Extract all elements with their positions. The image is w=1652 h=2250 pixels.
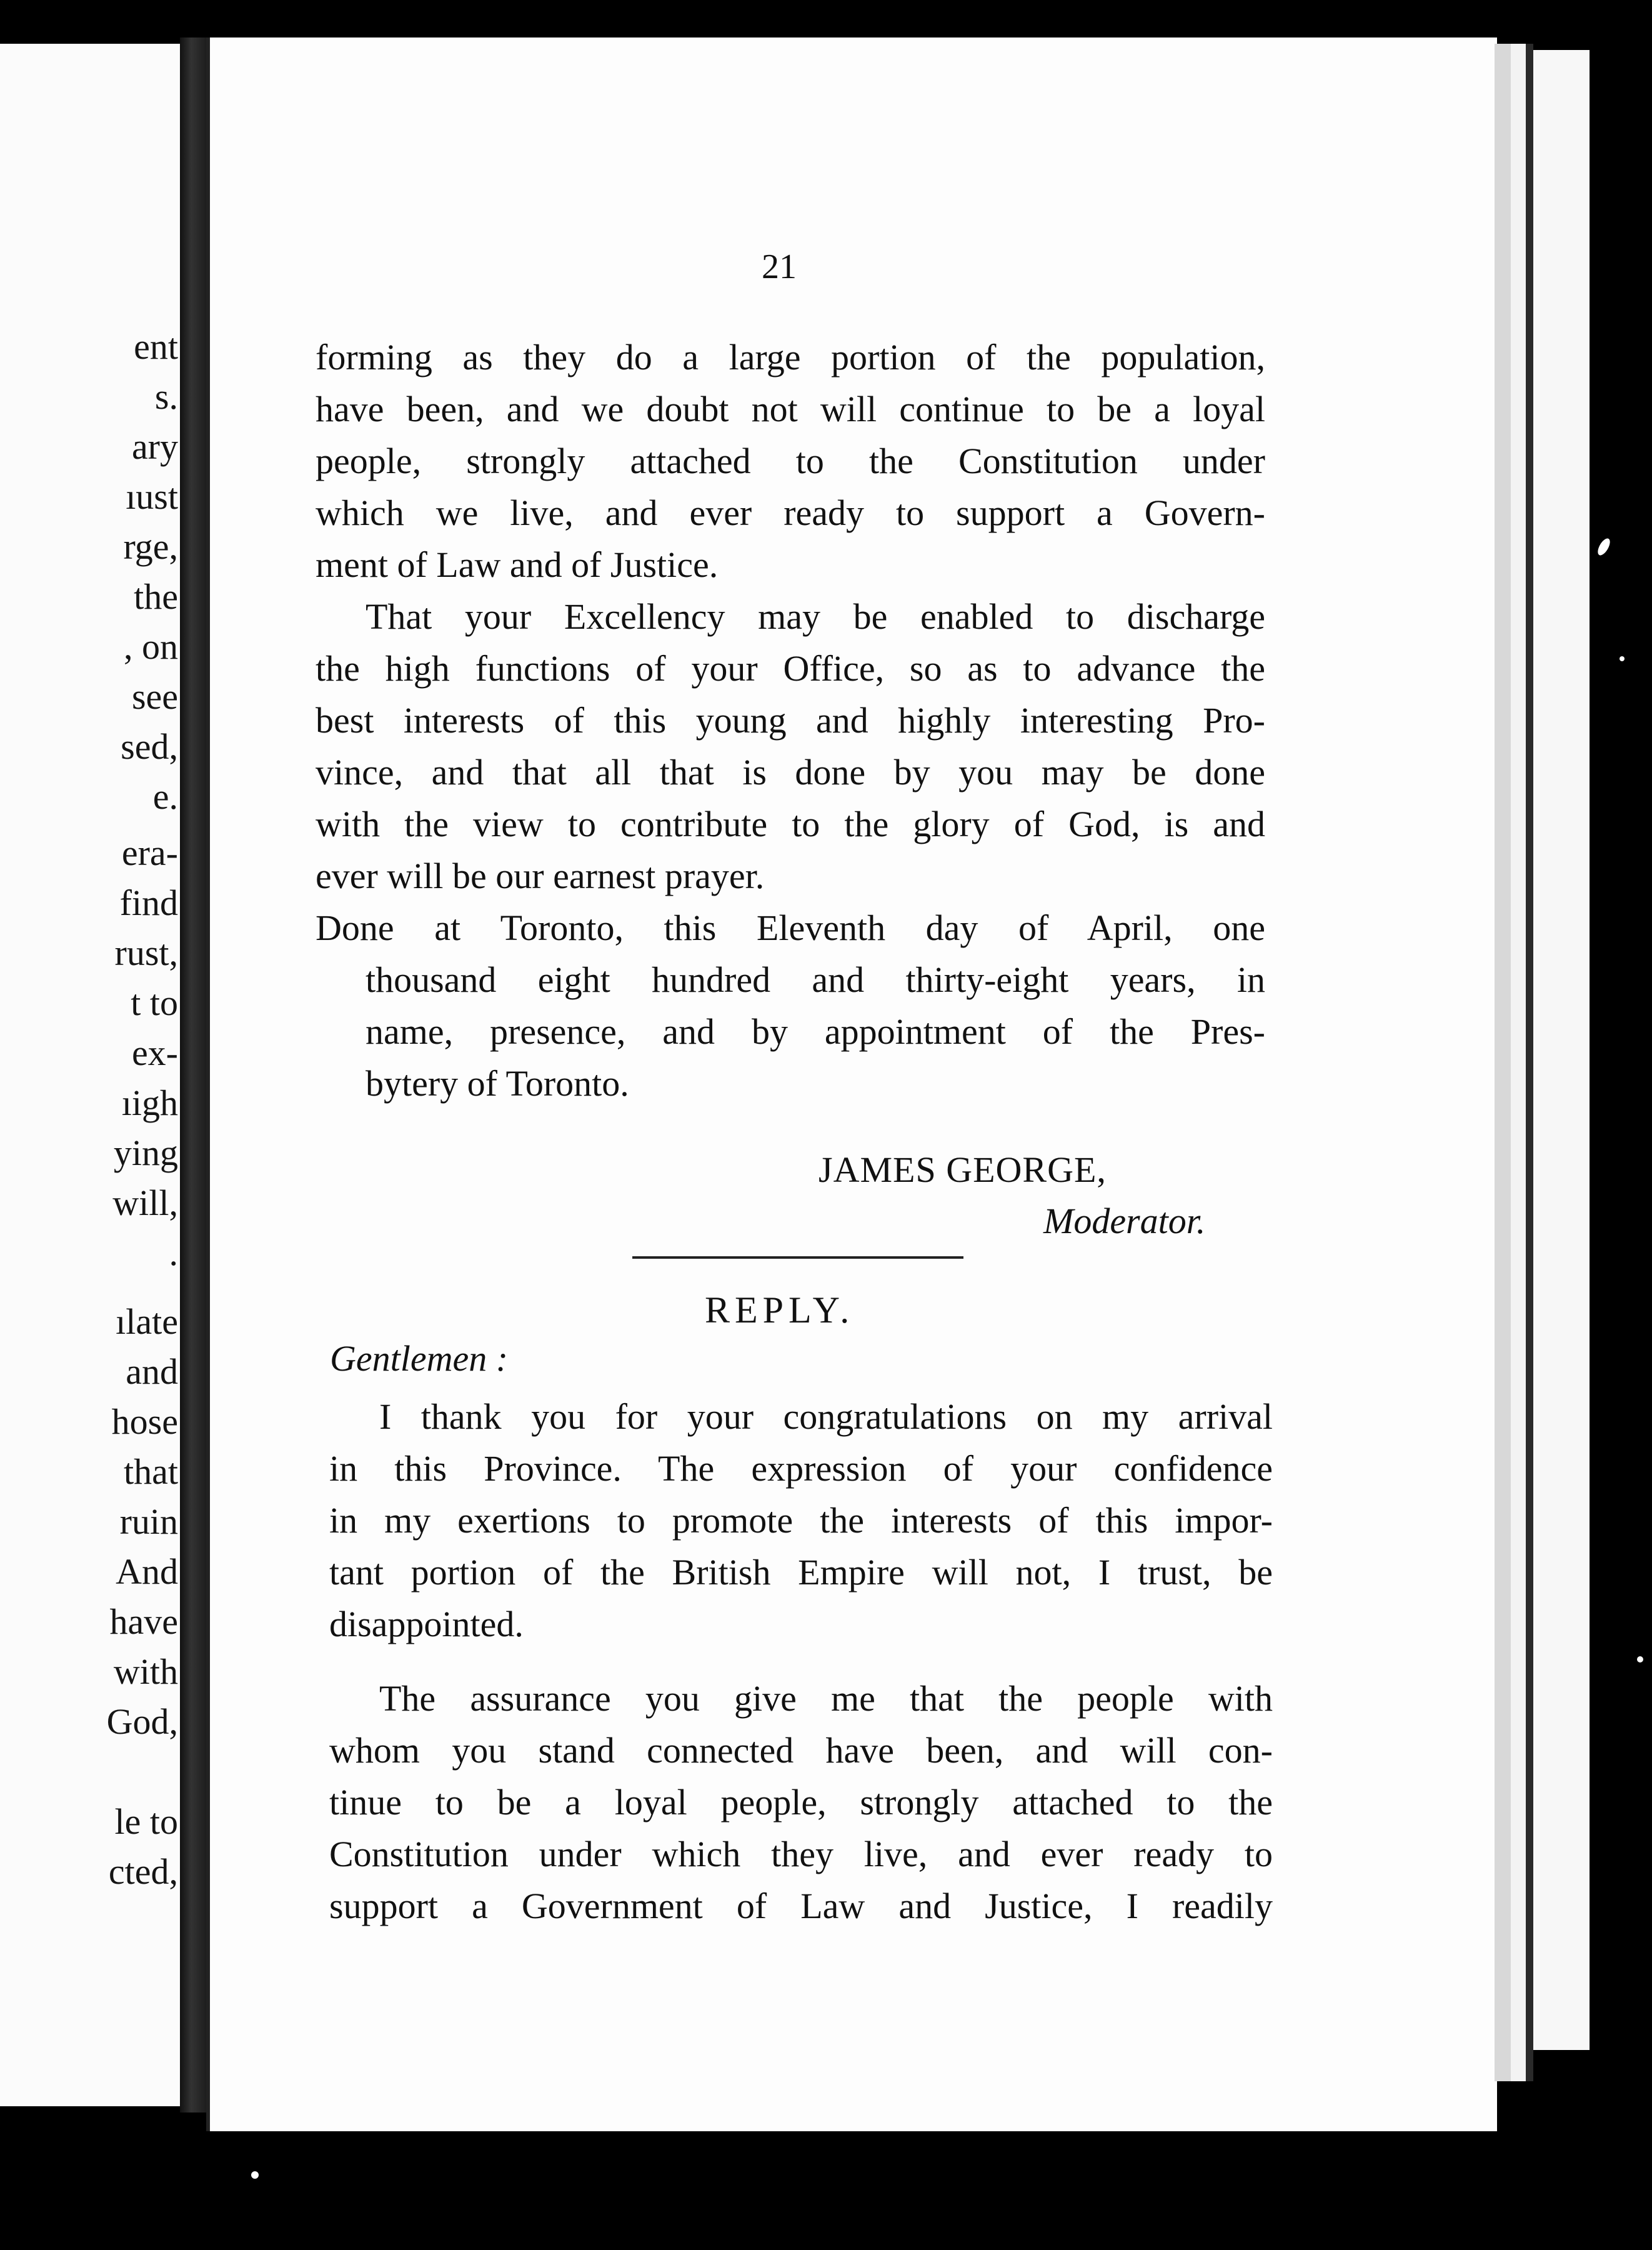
text-line: ever will be our earnest prayer. <box>316 856 765 896</box>
left-page-fragment: that <box>124 1451 178 1492</box>
left-page-fragment: and <box>126 1351 178 1392</box>
left-page-fragment: s. <box>154 376 178 417</box>
signatory-title: Moderator. <box>1043 1201 1206 1241</box>
left-page-fragment: , on <box>124 626 178 667</box>
address-paragraph-3 <box>316 902 1265 1109</box>
scan-speck <box>1620 656 1625 661</box>
left-page-fragment: t to <box>131 982 178 1023</box>
text-line: tinue to be a loyal people, strongly attached to the <box>329 1782 1273 1822</box>
left-page-fragment: will, <box>112 1182 178 1223</box>
text-line: Done at Toronto, this Eleventh day of April, one <box>316 908 1265 948</box>
reply-paragraph-2 <box>329 1672 1273 1932</box>
left-page-fragment: sed, <box>121 726 178 767</box>
left-page-fragment: the <box>134 576 178 617</box>
text-line: The assurance you give me that the people with <box>379 1678 1273 1719</box>
reply-paragraph-1 <box>329 1391 1273 1650</box>
left-page-fragment: ex- <box>131 1032 178 1073</box>
text-line: ment of Law and of Justice. <box>316 544 719 585</box>
page-edge <box>1533 50 1590 2050</box>
left-page-fragment: ary <box>131 426 178 467</box>
left-page-fragment: have <box>109 1601 178 1642</box>
text-line: have been, and we doubt not will continue to be a loyal <box>316 389 1265 429</box>
text-line: disappointed. <box>329 1604 524 1644</box>
left-page-fragment: e. <box>152 776 178 817</box>
text-line: thousand eight hundred and thirty-eight years, in <box>366 959 1265 1000</box>
text-line: I thank you for your congratulations on my arrival <box>379 1396 1273 1437</box>
text-line: the high functions of your Office, so as to advance the <box>316 648 1265 689</box>
address-paragraph-2 <box>316 591 1265 902</box>
text-line: in this Province. The expression of your confidence <box>329 1448 1273 1489</box>
left-page-fragment: ıust <box>126 476 178 517</box>
text-line: with the view to contribute to the glory of God, is and <box>316 804 1265 844</box>
page-number: 21 <box>762 248 797 286</box>
left-page-fragment: find <box>119 882 178 923</box>
text-line: support a Government of Law and Justice, I readily <box>329 1886 1273 1926</box>
reply-heading: REPLY. <box>705 1289 855 1331</box>
text-line: Constitution under which they live, and ever ready to <box>329 1834 1273 1874</box>
left-page-fragment: ent <box>134 326 178 367</box>
left-page-fragment: cted, <box>108 1851 178 1892</box>
left-page-fragment: . <box>169 1232 178 1273</box>
text-line: people, strongly attached to the Constitution under <box>316 441 1265 481</box>
page-edge <box>1495 44 1511 2081</box>
left-page-fragment: ruin <box>119 1501 178 1542</box>
text-line: vince, and that all that is done by you may be done <box>316 752 1265 792</box>
left-page-fragment: And <box>116 1551 178 1592</box>
page-edge <box>1526 44 1533 2081</box>
left-page-fragment: ılate <box>116 1301 178 1342</box>
section-divider <box>632 1256 963 1259</box>
book-gutter <box>180 38 209 2112</box>
left-page-fragment: ıigh <box>121 1082 178 1123</box>
text-line: in my exertions to promote the interests of this impor- <box>329 1500 1273 1541</box>
left-page-fragment: rust, <box>114 932 178 973</box>
text-line: bytery of Toronto. <box>366 1063 629 1104</box>
left-page-fragment: God, <box>106 1701 178 1742</box>
scan-speck <box>1595 537 1612 558</box>
left-page-fragment: era- <box>121 832 178 873</box>
text-line: which we live, and ever ready to support a Govern- <box>316 492 1265 533</box>
page-edge <box>1511 44 1526 2081</box>
left-page-fragment: with <box>113 1651 178 1692</box>
left-page-fragment: hose <box>111 1401 178 1442</box>
scan-speck <box>1637 1656 1643 1662</box>
text-line: forming as they do a large portion of the population, <box>316 337 1265 378</box>
signatory-name: JAMES GEORGE, <box>819 1149 1107 1190</box>
address-paragraph-1 <box>316 331 1265 591</box>
left-page-fragment: le to <box>114 1801 178 1842</box>
reply-text <box>329 1391 1273 1932</box>
text-line: tant portion of the British Empire will not, I trust, be <box>329 1552 1273 1592</box>
reply-salutation: Gentlemen : <box>330 1338 509 1379</box>
text-line: best interests of this young and highly interesting Pro- <box>316 700 1265 741</box>
left-page <box>0 44 181 2106</box>
text-line: whom you stand connected have been, and will con- <box>329 1730 1273 1771</box>
left-page-fragment: ying <box>113 1132 178 1173</box>
text-line: name, presence, and by appointment of the Pres- <box>366 1011 1265 1052</box>
scan-speck <box>251 2171 259 2179</box>
text-line: That your Excellency may be enabled to discharge <box>366 596 1265 637</box>
left-page-fragment: see <box>131 676 178 717</box>
left-page-fragment: rge, <box>123 526 178 567</box>
address-text <box>316 331 1265 1109</box>
